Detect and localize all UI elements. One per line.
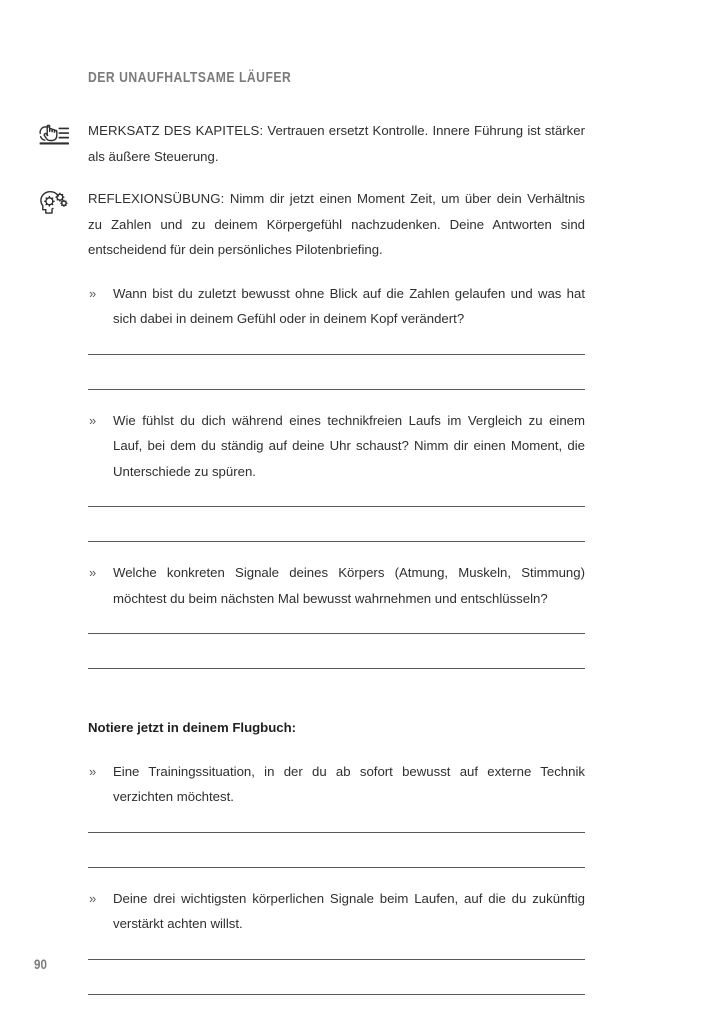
callout-merksatz-lead: MERKSATZ DES KAPITELS: bbox=[88, 123, 264, 138]
callout-merksatz-body bbox=[88, 118, 585, 169]
callout-merksatz bbox=[88, 118, 585, 169]
logbook-item-2 bbox=[88, 886, 585, 995]
answer-line[interactable] bbox=[88, 389, 585, 390]
question-text-3: Welche konkreten Signale deines Körpers (Atmung, Muskeln, Stimmung) möchtest du beim nächsten Mal bewusst wahrnehmen und entschlüsseln? bbox=[113, 565, 585, 606]
answer-lines-4 bbox=[88, 832, 585, 868]
answer-lines-5 bbox=[88, 959, 585, 995]
logbook-bullet-2 bbox=[88, 886, 585, 937]
question-item-3 bbox=[88, 560, 585, 669]
page-number: 90 bbox=[34, 957, 47, 972]
question-item-1 bbox=[88, 281, 585, 390]
logbook-item-1 bbox=[88, 759, 585, 868]
logbook-text-1: Eine Trainingssituation, in der du ab sofort bewusst auf externe Technik verzichten möchtest. bbox=[113, 763, 585, 804]
page-content bbox=[88, 118, 585, 995]
head-with-gears-icon bbox=[36, 188, 70, 218]
answer-line[interactable] bbox=[88, 506, 585, 507]
question-bullet-1 bbox=[88, 281, 585, 332]
answer-line[interactable] bbox=[88, 832, 585, 833]
bullet-marker-icon: » bbox=[89, 565, 97, 580]
callout-reflexionsuebung bbox=[88, 186, 585, 263]
answer-line[interactable] bbox=[88, 867, 585, 868]
question-bullet-3 bbox=[88, 560, 585, 611]
chapter-running-header: DER UNAUFHALTSAME LÄUFER bbox=[88, 70, 292, 86]
question-bullet-2 bbox=[88, 408, 585, 485]
answer-line[interactable] bbox=[88, 633, 585, 634]
bullet-marker-icon: » bbox=[89, 763, 97, 779]
answer-lines-3 bbox=[88, 633, 585, 669]
answer-lines-1 bbox=[88, 354, 585, 390]
callout-reflexionsuebung-lead: REFLEXIONSÜBUNG: bbox=[88, 191, 225, 206]
question-text-2: Wie fühlst du dich während eines technikfreien Laufs im Vergleich zu einem Lauf, bei dem du ständig auf deine Uhr schaust? Nimm dir einen Moment, die Unterschiede zu spüren. bbox=[113, 412, 585, 479]
answer-line[interactable] bbox=[88, 354, 585, 355]
logbook-heading: Notiere jetzt in deinem Flugbuch: bbox=[88, 720, 297, 735]
callout-reflexionsuebung-body bbox=[88, 186, 585, 263]
hand-pointing-list-icon bbox=[36, 120, 70, 150]
answer-line[interactable] bbox=[88, 668, 585, 669]
answer-lines-2 bbox=[88, 506, 585, 542]
answer-line[interactable] bbox=[88, 959, 585, 960]
bullet-marker-icon: » bbox=[89, 890, 97, 906]
question-text-1: Wann bist du zuletzt bewusst ohne Blick auf die Zahlen gelaufen und was hat sich dabei in deinem Gefühl oder in deinem Kopf verändert? bbox=[113, 285, 585, 326]
callout-reflexionsuebung-text: Nimm dir jetzt einen Moment Zeit, um über dein Verhältnis zu Zahlen und zu deinem Körpergefühl nachzudenken. Deine Antworten sind entscheidend für dein persönliches Pilotenbriefing. bbox=[88, 191, 585, 257]
logbook-bullet-1 bbox=[88, 759, 585, 810]
callout-merksatz-text: Vertrauen ersetzt Kontrolle. Innere Führung ist stärker als äußere Steuerung. bbox=[88, 123, 585, 164]
bullet-marker-icon: » bbox=[89, 285, 97, 301]
bullet-marker-icon: » bbox=[89, 412, 97, 428]
answer-line[interactable] bbox=[88, 541, 585, 542]
logbook-text-2: Deine drei wichtigsten körperlichen Signale beim Laufen, auf die du zukünftig verstärkt achten willst. bbox=[113, 890, 585, 931]
answer-line[interactable] bbox=[88, 994, 585, 995]
question-item-2 bbox=[88, 408, 585, 543]
